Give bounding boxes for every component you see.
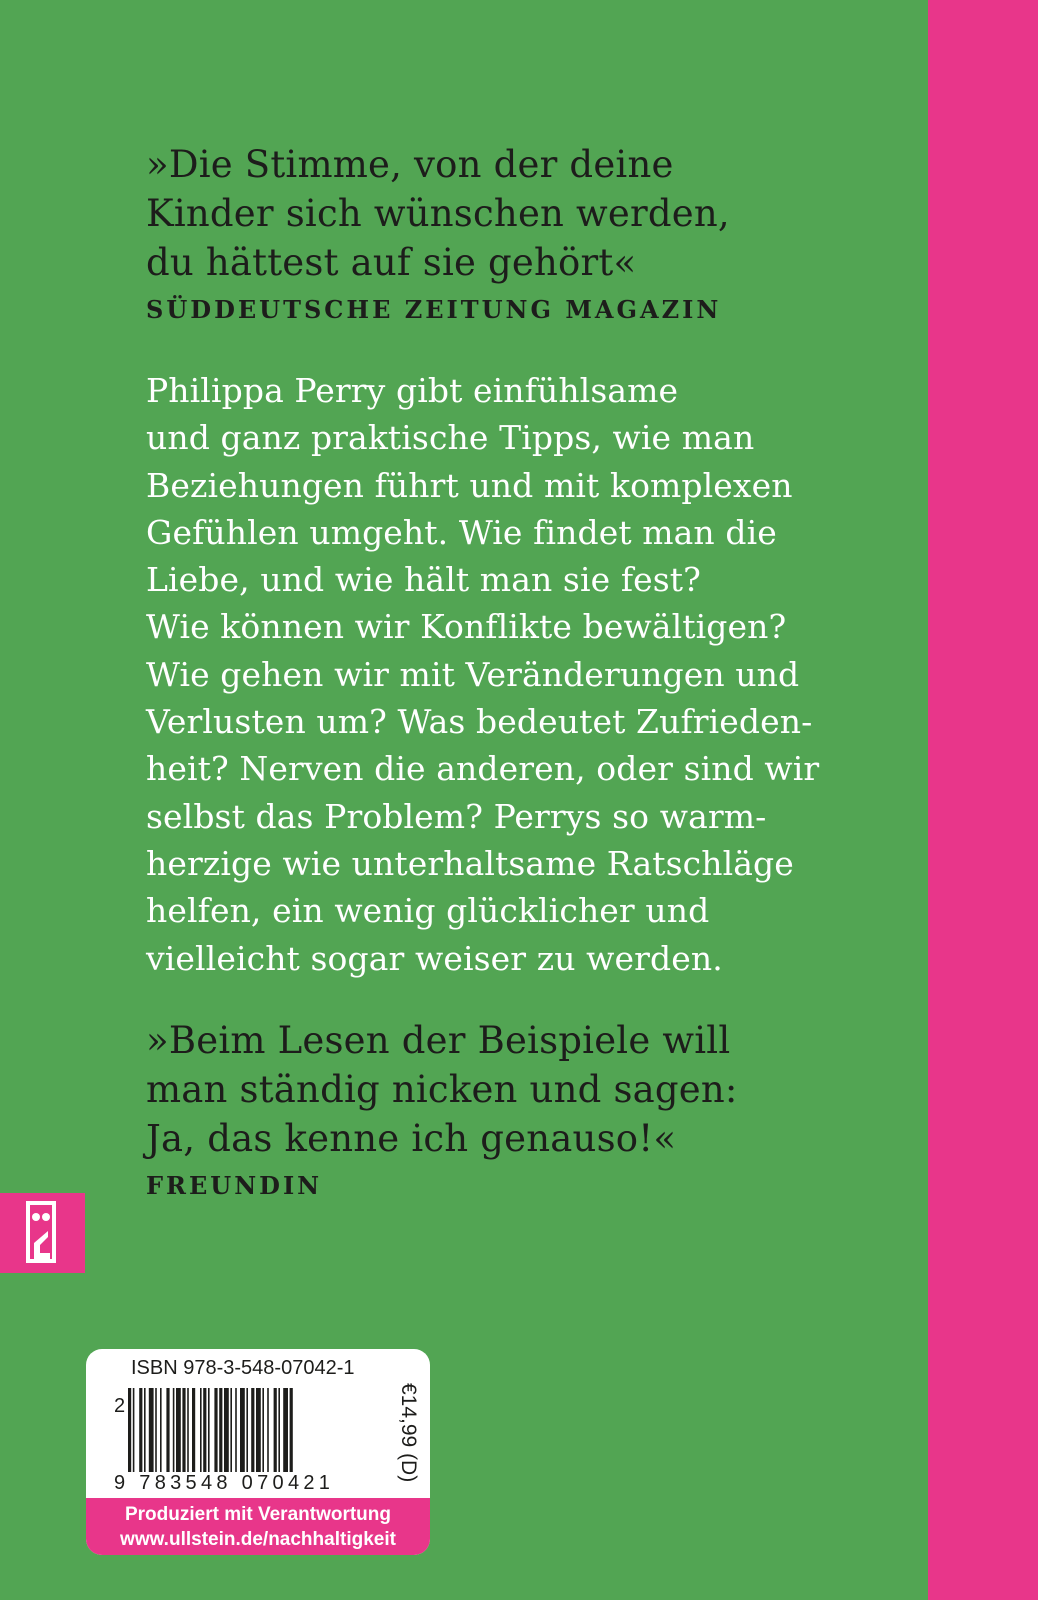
spine-strip [928,0,1038,1600]
isbn-label: ISBN 978-3-548-07042-1 [131,1357,355,1379]
review-quote-1: »Die Stimme, von der deine Kinder sich wünschen werden, du hättest auf sie gehört« [146,143,730,284]
barcode-bars [128,1388,372,1472]
book-blurb: Philippa Perry gibt einfühlsame und ganz praktische Tipps, wie man Beziehungen führt und mit komplexen Gefühlen umgeht. Wie findet man die Liebe, und wie hält man sie fest? Wie können wir Konflikte bewältigen? Wie gehen wir mit Veränderungen und Verlusten um? Was bedeutet Zufrieden- heit? Nerven die anderen, oder sind wir selbst das Problem? Perrys so warm- herzige wie unterhaltsame Ratschläge helfen, ein wenig glücklicher und vielleicht sogar weiser zu werden. [146,371,820,978]
review-quote-2: »Beim Lesen der Beispiele will man ständig nicken und sagen: Ja, das kenne ich genauso!« [146,1018,738,1160]
publisher-logo [0,1193,85,1273]
sustainability-notice [86,1498,430,1555]
back-cover-text [146,140,916,1203]
review-source-2: FREUNDIN [146,1170,323,1200]
notice-line-2: www.ullstein.de/nachhaltigkeit [120,1529,396,1550]
barcode-digits: 9 783548 070421 [114,1472,335,1494]
notice-line-1: Produziert mit Verantwortung [124,1504,392,1525]
price-label: €14,99 (D) [397,1383,420,1483]
owl-logo-icon [0,1193,85,1273]
review-source-1: SÜDDEUTSCHE ZEITUNG MAGAZIN [146,295,722,324]
barcode-lead-digit: 2 [114,1395,126,1417]
barcode-card [86,1349,430,1555]
